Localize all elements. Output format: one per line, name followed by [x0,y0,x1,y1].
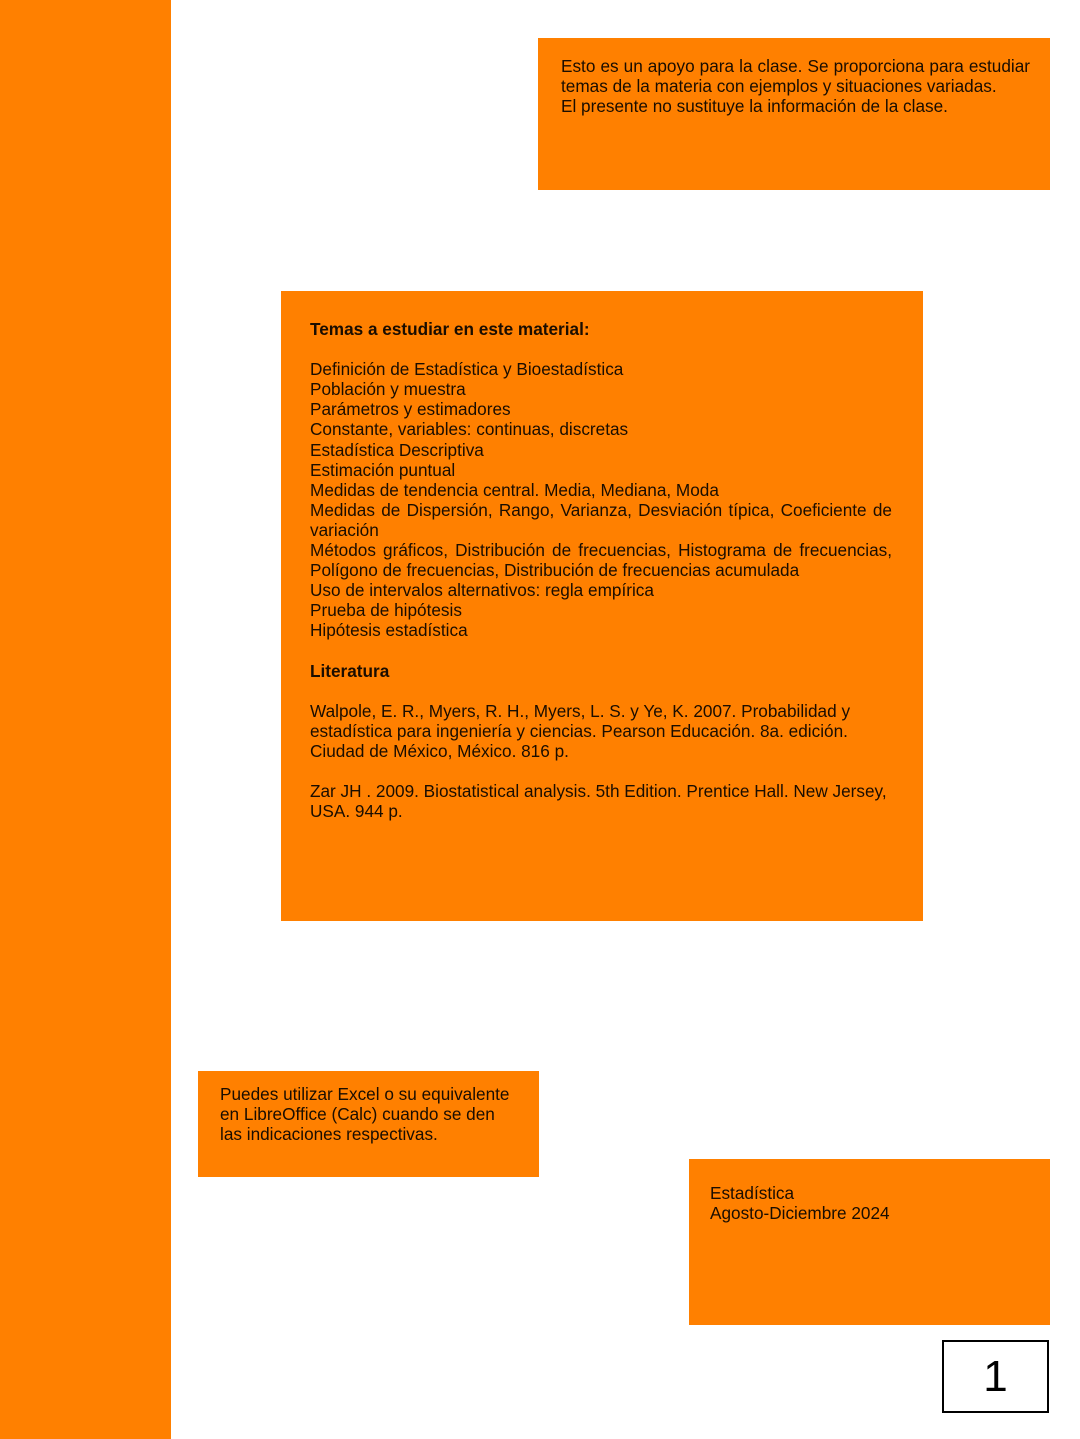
notice-text: Esto es un apoyo para la clase. Se proporciona para estudiar temas de la materia con ejemplos y situaciones variadas. [561,56,1030,96]
reference-zar: Zar JH . 2009. Biostatistical analysis. 5th Edition. Prentice Hall. New Jersey, USA. 944 p. [310,781,887,822]
topic-item: Estimación puntual [310,459,456,480]
topic-item: Medidas de tendencia central. Media, Mediana, Moda [310,479,719,500]
topic-item: Uso de intervalos alternativos: regla empírica [310,580,654,601]
orange-sidebar [0,0,171,1439]
course-info-box [689,1159,1050,1325]
notice-box [538,38,1050,190]
topic-item: Estadística Descriptiva [310,439,484,460]
reference-walpole: Walpole, E. R., Myers, R. H., Myers, L. S. y Ye, K. 2007. Probabilidad y estadística para ingeniería y ciencias. Pearson Educación. 8a. edición. Ciudad de México, México. 816 p. [310,700,851,761]
course-name: Estadística [710,1183,795,1203]
topic-item: Parámetros y estimadores [310,399,511,420]
topic-item: Hipótesis estadística [310,620,468,641]
topics-box [281,291,923,921]
topic-item: Medidas de Dispersión, Rango, Varianza, Desviación típica, Coeficiente de variación [310,499,892,540]
topic-item: Definición de Estadística y Bioestadística [310,359,624,380]
page-number: 1 [942,1340,1049,1413]
topic-item: Población y muestra [310,379,466,400]
topic-item: Constante, variables: continuas, discretas [310,419,629,440]
topic-item: Métodos gráficos, Distribución de frecuencias, Histograma de frecuencias, Polígono de frecuencias, Distribución de frecuencias acumulada [310,540,892,581]
excel-note-text: Puedes utilizar Excel o su equivalente en LibreOffice (Calc) cuando se den las indicaciones respectivas. [220,1084,510,1144]
course-period: Agosto-Diciembre 2024 [710,1203,890,1223]
topics-heading: Temas a estudiar en este material: [310,319,590,339]
literature-heading: Literatura [310,660,390,681]
excel-note-box [198,1071,539,1177]
notice-disclaimer: El presente no sustituye la información de la clase. [561,96,948,116]
topic-item: Prueba de hipótesis [310,600,462,621]
